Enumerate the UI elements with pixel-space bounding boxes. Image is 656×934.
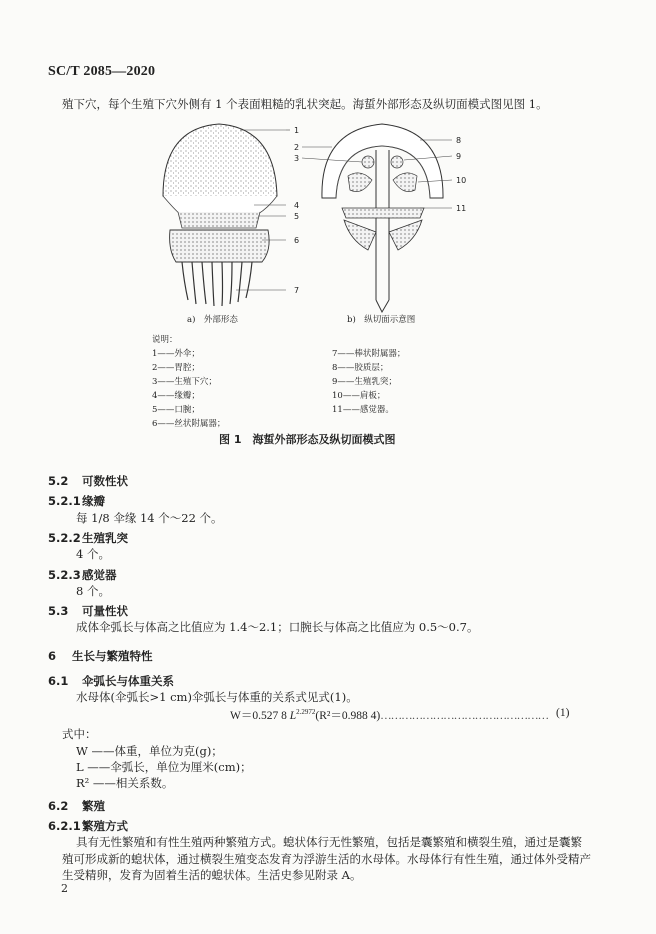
where-intro: 式中： xyxy=(62,727,97,741)
page-number: 2 xyxy=(61,882,68,895)
legend-right xyxy=(332,347,405,417)
heading-6-1: 6.1 伞弧长与体重关系 xyxy=(48,674,174,688)
legend-item: 5——口腕； xyxy=(152,405,200,415)
legend-item: 6——丝状附属器； xyxy=(152,419,226,429)
callout-3: 3 xyxy=(294,154,300,163)
intro-paragraph: 殖下穴，每个生殖下穴外侧有 1 个表面粗糙的乳状突起。海蜇外部形态及纵切面模式图见图 1。 xyxy=(62,97,548,111)
body-6-1: 水母体(伞弧长>1 cm)伞弧长与体重的关系式见式(1)。 xyxy=(76,690,358,704)
heading-6-2: 6.2 繁殖 xyxy=(48,799,105,813)
callout-10: 10 xyxy=(456,176,467,185)
standard-code: SC/T 2085—2020 xyxy=(48,64,156,79)
body-5-2-1: 每 1/8 伞缘 14 个～22 个。 xyxy=(76,511,223,525)
legend-item: 3——生殖下穴； xyxy=(152,377,217,387)
legend-item: 8——胶质层； xyxy=(332,363,389,373)
external-form-drawing xyxy=(163,124,277,306)
heading-6-2-1: 6.2.1繁殖方式 xyxy=(48,819,128,833)
legend-item: 11——感觉器。 xyxy=(332,405,394,415)
legend-item: 1——外伞； xyxy=(152,349,200,359)
legend-left xyxy=(152,347,225,431)
callout-11: 11 xyxy=(456,204,467,213)
formula-1: W＝0.527 8 $L^{2.2972}(R^2=0.988$ 4)………………………………………… xyxy=(230,708,549,722)
callout-8: 8 xyxy=(456,136,462,145)
heading-5-2: 5.2 可数性状 xyxy=(48,474,128,488)
legend-item: 7——棒状附属器； xyxy=(332,349,406,359)
legend-item: 2——胃腔； xyxy=(152,363,200,373)
legend-item: 4——缘瓣； xyxy=(152,391,200,401)
callout-4: 4 xyxy=(294,201,300,210)
legend-title: 说明： xyxy=(152,335,178,345)
where-item-w: W ——体重，单位为克(g)； xyxy=(76,744,223,758)
heading-5-2-2: 5.2.2生殖乳突 xyxy=(48,531,128,545)
heading-5-2-3: 5.2.3感觉器 xyxy=(48,568,117,582)
body-5-2-2: 4 个。 xyxy=(76,547,110,561)
body-5-2-3: 8 个。 xyxy=(76,584,110,598)
callout-6: 6 xyxy=(294,236,300,245)
figure-sub-a: a) 外部形态 xyxy=(187,315,238,325)
body-6-2-1-line2: 殖可形成新的螅状体，通过横裂生殖变态发育为浮游生活的水母体。水母体行有性生殖，通过体外受精产 xyxy=(62,852,591,866)
formula-number: (1) xyxy=(556,707,570,719)
body-6-2-1-line1: 具有无性繁殖和有性生殖两种繁殖方式。螅状体行无性繁殖，包括是囊繁殖和横裂生殖，通过是囊繁 xyxy=(76,835,582,849)
figure-sub-b: b) 纵切面示意图 xyxy=(347,315,416,325)
legend-item: 9——生殖乳突； xyxy=(332,377,397,387)
heading-5-2-1: 5.2.1缘瓣 xyxy=(48,494,105,508)
where-item-l: L ——伞弧长，单位为厘米(cm)； xyxy=(76,760,252,774)
section-drawing xyxy=(322,124,443,312)
body-6-2-1-line3: 生受精卵，发育为固着生活的螅状体。生活史参见附录 A。 xyxy=(62,868,362,882)
heading-6: 6 生长与繁殖特性 xyxy=(48,649,153,663)
body-5-3: 成体伞弧长与体高之比值应为 1.4～2.1；口腕长与体高之比值应为 0.5～0.7。 xyxy=(76,620,479,634)
callout-9: 9 xyxy=(456,152,462,161)
callout-7: 7 xyxy=(294,286,300,295)
where-item-r2: R² ——相关系数。 xyxy=(76,776,174,790)
heading-5-3: 5.3 可量性状 xyxy=(48,604,128,618)
callout-5: 5 xyxy=(294,212,300,221)
jellyfish-figure xyxy=(0,0,656,340)
legend-item: 10——肩板； xyxy=(332,391,386,401)
callout-2: 2 xyxy=(294,143,300,152)
callout-1: 1 xyxy=(294,126,300,135)
figure-caption: 图 1 海蜇外部形态及纵切面模式图 xyxy=(219,433,396,446)
